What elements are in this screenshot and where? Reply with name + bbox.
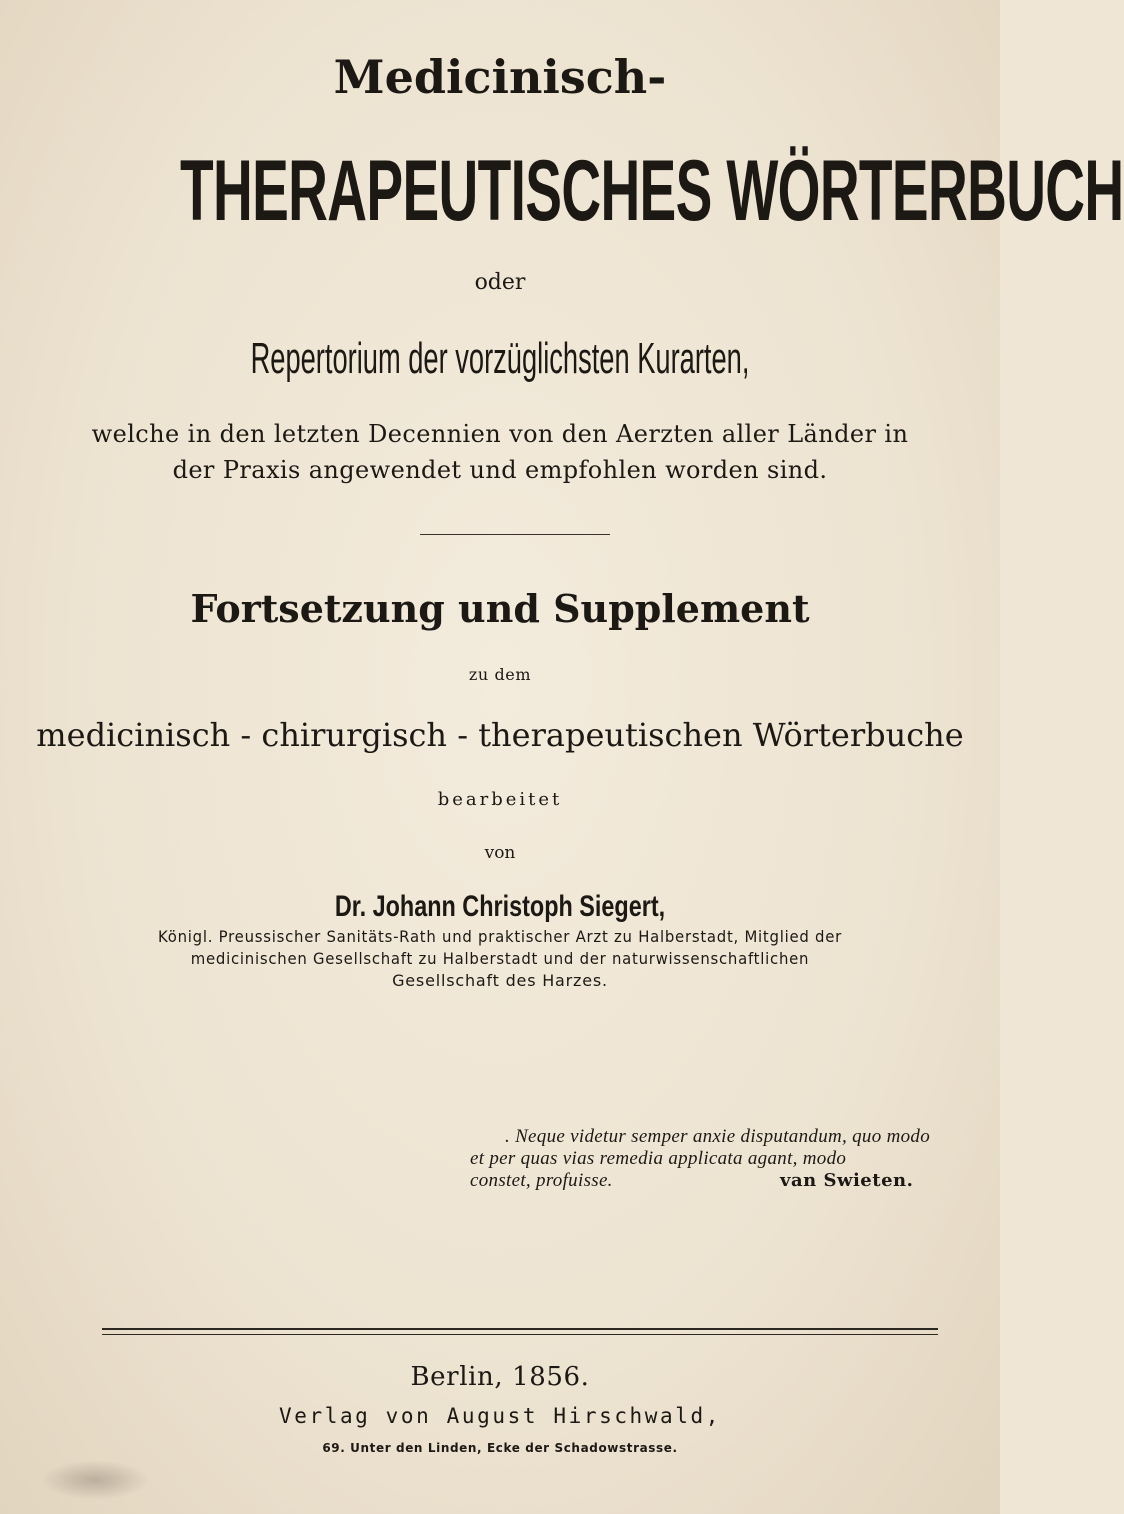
- motto-line-3: constet, profuisse.: [470, 1170, 613, 1191]
- zu-dem-text: zu dem: [468, 665, 532, 684]
- author-affiliation-line-2: medicinischen Gesellschaft zu Halberstadt und der naturwissenschaftlichen: [190, 949, 810, 968]
- title-line-medicinisch: Medicinisch-: [333, 50, 667, 104]
- description-line-1: welche in den letzten Decennien von den Aerzten aller Länder in: [91, 420, 909, 448]
- main-title: THERAPEUTISCHES WÖRTERBUCH: [180, 143, 1124, 239]
- author-affiliation-line-3: Gesellschaft des Harzes.: [392, 971, 608, 990]
- bearbeitet-text: bearbeitet: [437, 789, 563, 810]
- author-name: Dr. Johann Christoph Siegert,: [334, 890, 666, 923]
- publisher: Verlag von August Hirschwald,: [278, 1404, 722, 1428]
- subtitle: Repertorium der vorzüglichsten Kurarten,: [250, 334, 750, 383]
- reference-work-title: medicinisch - chirurgisch - therapeutischen Wörterbuche: [36, 716, 964, 754]
- place-and-year: Berlin, 1856.: [410, 1362, 590, 1392]
- von-text: von: [484, 843, 516, 863]
- author-affiliation-line-1: Königl. Preussischer Sanitäts-Rath und praktischer Arzt zu Halberstadt, Mitglied der: [158, 927, 842, 946]
- supplement-title: Fortsetzung und Supplement: [190, 586, 810, 631]
- paper-stain: [40, 1460, 150, 1500]
- publisher-address: 69. Unter den Linden, Ecke der Schadowstrasse.: [322, 1441, 678, 1455]
- description-line-2: der Praxis angewendet und empfohlen worden sind.: [172, 456, 828, 484]
- conjunction-oder: oder: [474, 270, 526, 295]
- motto-line-2: et per quas vias remedia applicata agant, modo: [470, 1148, 847, 1169]
- double-rule-top: [102, 1328, 938, 1330]
- motto-line-1: . Neque videtur semper anxie disputandum, quo modo: [504, 1126, 930, 1147]
- motto-attribution: van Swieten.: [780, 1170, 914, 1191]
- double-rule-bottom: [102, 1334, 938, 1335]
- short-divider: [420, 534, 610, 535]
